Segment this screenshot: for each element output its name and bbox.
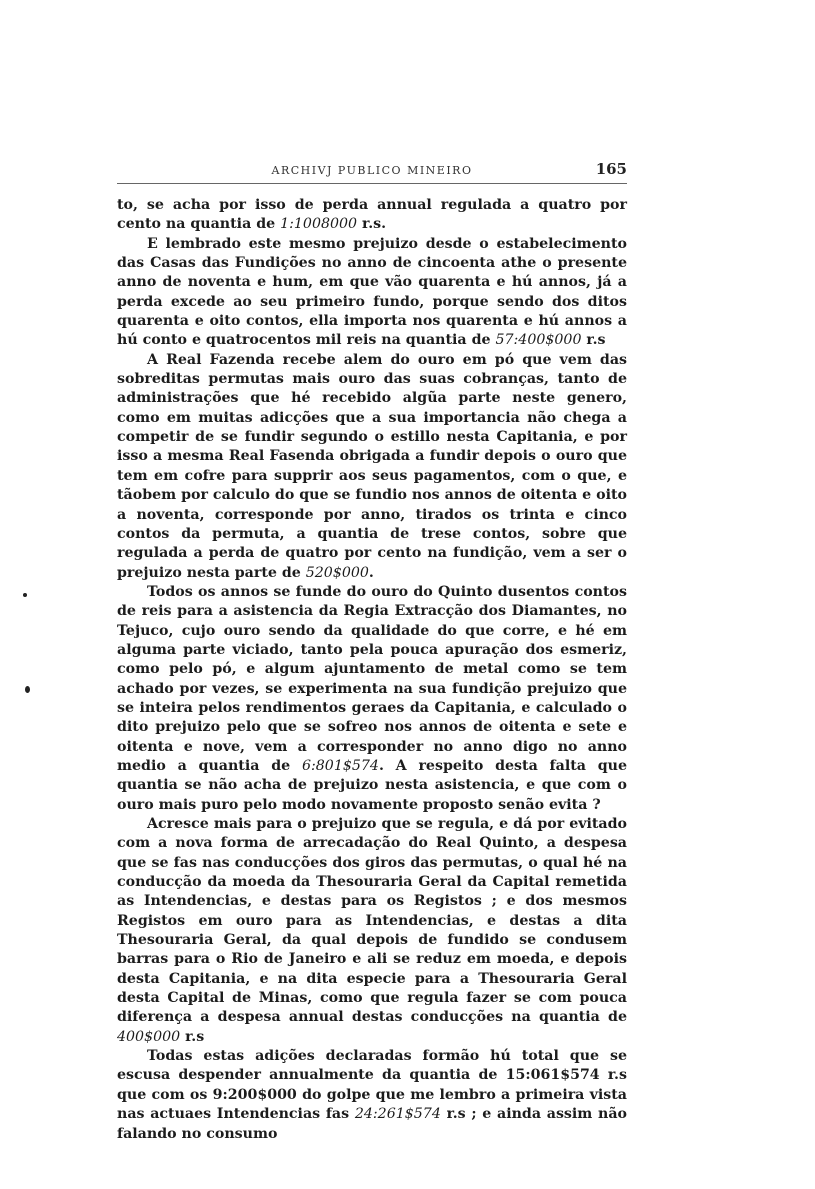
margin-mark bbox=[23, 593, 27, 597]
page-header bbox=[117, 160, 627, 182]
text-run: r.s ; e ainda assim não falando no consumo bbox=[117, 1106, 627, 1142]
amount-text: 57:400$000 bbox=[495, 332, 582, 349]
text-run: . A respeito desta falta que quantia se não acha de prejuizo nesta asistencia, e que com o ouro mais puro pelo modo novamente proposto senão evita ? bbox=[117, 757, 628, 813]
text-run: Todas estas adições declaradas formão hú total que se escusa despender annualmente da quantia de 15:061$574 r.s que com os 9:200$000 do golpe que me lembro a primeira vista nas actuaes Intendencias fas bbox=[117, 1048, 627, 1123]
amount-text: 400$000 bbox=[117, 1028, 181, 1045]
paragraph bbox=[117, 196, 627, 235]
text-run: Todos os annos se funde do ouro do Quinto dusentos contos de reis para a asistencia da Regia Extracção dos Diamantes, no Tejuco, cujo ouro sendo da qualidade do que corre, e hé em alguma parte viciado, tanto pela pouca apuração dos esmeriz, como pelo pó, e algum ajuntamento de metal como se tem achado por vezes, se experimenta na sua fundição prejuizo que se inteira pelos rendimentos geraes da Capitania, e calculado o dito prejuizo pelo que se sofreo nos annos de oitenta e sete e oitenta e nove, vem a corresponder no anno digo no anno medio a quantia de bbox=[117, 583, 627, 774]
paragraph bbox=[117, 351, 627, 583]
text-run: r.s. bbox=[357, 216, 387, 233]
text-run: E lembrado este mesmo prejuizo desde o estabelecimento das Casas das Fundições no anno de cincoenta athe o presente anno de noventa e hum, em que vão quarenta e hú annos, já a perda excede ao seu primeiro fundo, porque sendo dos ditos quarenta e oito contos, ella importa nos quarenta e hú annos a hú conto e quatrocentos mil reis na quantia de bbox=[117, 235, 627, 349]
body-text bbox=[117, 196, 627, 1144]
text-run: r.s bbox=[581, 332, 606, 349]
paragraph bbox=[117, 815, 627, 1047]
text-run: to, se acha por isso de perda annual regulada a quatro por cento na quantia de bbox=[117, 197, 627, 233]
running-head: ARCHIVJ PUBLICO MINEIRO bbox=[271, 164, 473, 177]
paragraph bbox=[117, 583, 627, 815]
paragraph bbox=[117, 1047, 627, 1144]
text-run: r.s bbox=[180, 1028, 205, 1045]
amount-text: 520$000 bbox=[305, 564, 369, 581]
paragraph bbox=[117, 235, 627, 351]
text-run: Acresce mais para o prejuizo que se regula, e dá por evitado com a nova forma de arrecadação do Real Quinto, a despesa que se fas nas conducções dos giros das permutas, o qual hé na conducção da moeda da Thesouraria Geral da Capital remetida as Intendencias, e destas para os Registos ; e dos mesmos Registos em ouro para as Intendencias, e destas a dita Thesouraria Geral, da qual depois de fundido se condusem barras para o Rio de Janeiro e ali se reduz em moeda, e depois desta Capitania, e na dita especie para a Thesouraria Geral desta Capital de Minas, como que regula fazer se com pouca diferença a despesa annual destas conducções na quantia de bbox=[117, 816, 627, 1026]
margin-mark bbox=[25, 686, 30, 693]
amount-text: 1:1008000 bbox=[280, 216, 358, 233]
amount-text: 24:261$574 bbox=[354, 1106, 441, 1123]
amount-text: 6:801$574 bbox=[301, 757, 379, 774]
page-number: 165 bbox=[595, 160, 627, 178]
text-run: . bbox=[368, 564, 374, 581]
header-rule bbox=[117, 183, 627, 184]
text-run: A Real Fazenda recebe alem do ouro em pó que vem das sobreditas permutas mais ouro das suas cobranças, tanto de administrações que hé recebido algũa parte neste genero, como em muitas adicções que a sua importancia não chega a competir de se fundir segundo o estillo nesta Capitania, e por isso a mesma Real Fasenda obrigada a fundir depois o ouro que tem em cofre para supprir aos seus pagamentos, com o que, e tãobem por calculo do que se fundio nos annos de oitenta e oito a noventa, corresponde por anno, tirados os trinta e cinco contos da permuta, a quantia de trese contos, sobre que regulada a perda de quatro por cento na fundição, vem a ser o prejuizo nesta parte de bbox=[117, 351, 627, 581]
